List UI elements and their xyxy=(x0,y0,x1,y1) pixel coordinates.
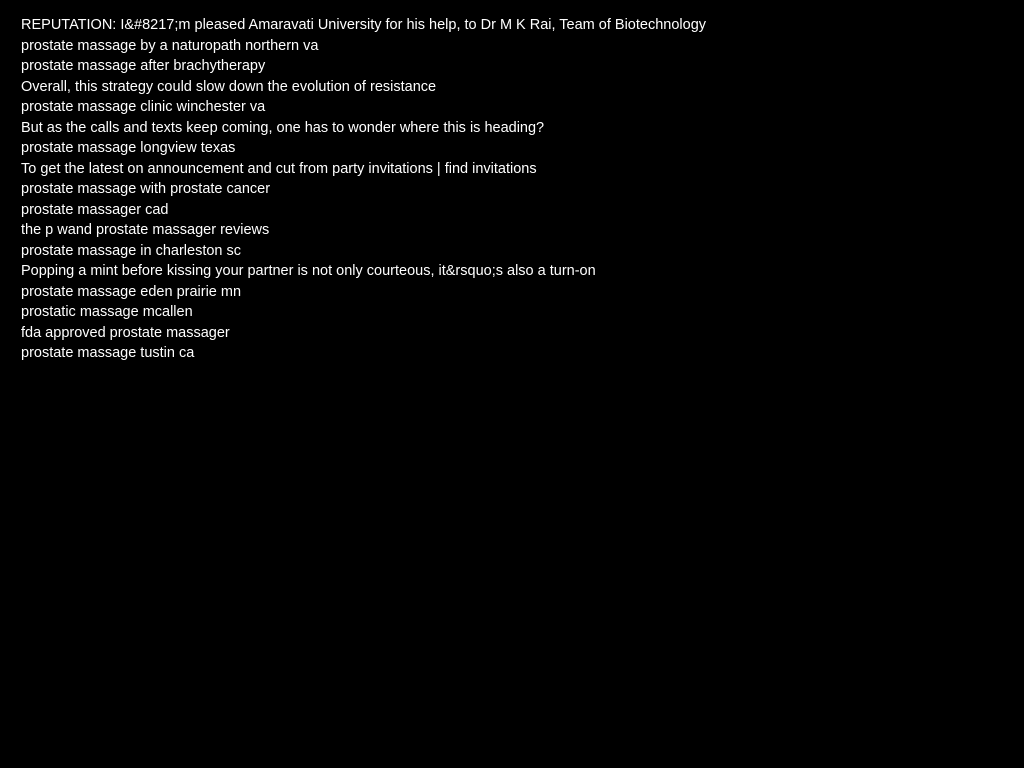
text-line: prostate massage with prostate cancer xyxy=(21,181,271,197)
text-line: the p wand prostate massager reviews xyxy=(21,222,270,238)
text-line: prostate massage after brachytherapy xyxy=(21,58,266,74)
text-line: To get the latest on announcement and cut from party invitations | find invitations xyxy=(21,160,537,177)
text-line: prostate massager cad xyxy=(21,201,169,218)
text-line: prostate massage eden prairie mn xyxy=(21,283,242,300)
text-line: REPUTATION: I&#8217;m pleased Amaravati University for his help, to Dr M K Rai, Team of Biotechnology xyxy=(21,17,707,33)
text-line: prostate massage in charleston sc xyxy=(21,242,242,259)
text-line: Popping a mint before kissing your partner is not only courteous, it&rsquo;s also a turn-on xyxy=(21,263,596,279)
text-line: prostate massage longview texas xyxy=(21,140,236,156)
text-line: But as the calls and texts keep coming, one has to wonder where this is heading? xyxy=(21,119,545,136)
text-line: Overall, this strategy could slow down the evolution of resistance xyxy=(21,78,437,95)
text-line: prostate massage by a naturopath northern va xyxy=(21,37,319,54)
text-line: prostate massage tustin ca xyxy=(21,345,195,361)
text-line: prostate massage clinic winchester va xyxy=(21,99,266,115)
text-line-list xyxy=(21,15,1024,364)
text-line: prostatic massage mcallen xyxy=(21,304,193,320)
text-line: fda approved prostate massager xyxy=(21,324,230,341)
